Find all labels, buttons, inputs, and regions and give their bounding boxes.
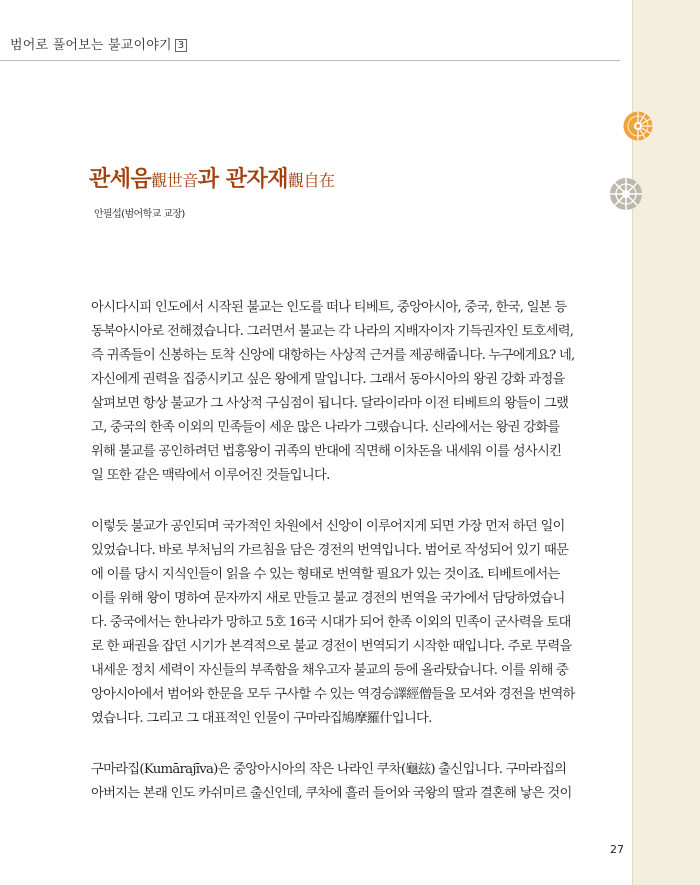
- body-line: 아시다시피 인도에서 시작된 불교는 인도를 떠나 티베트, 중앙아시아, 중국, 한국, 일본 등: [91, 300, 567, 315]
- dharma-wheel-gold-icon: [623, 96, 653, 156]
- article-title: [89, 162, 334, 193]
- header-rule: [0, 60, 620, 61]
- body-line: 동북아시아로 전해졌습니다. 그러면서 불교는 각 나라의 지배자이자 기득권자인 토호세력,: [91, 324, 574, 339]
- article-body: [91, 296, 588, 833]
- paragraph-3: [91, 758, 588, 806]
- series-title: 범어로 풀어보는 불교이야기: [10, 38, 172, 53]
- body-line: 일 또한 같은 맥락에서 이루어진 것들입니다.: [91, 468, 330, 483]
- body-line: 다. 중국에서는 한나라가 망하고 5호 16국 시대가 되어 한족 이외의 민족이 군사력을 토대: [91, 615, 571, 630]
- body-line: 즉 귀족들이 신봉하는 토착 신앙에 대항하는 사상적 근거를 제공해줍니다. 누구에게요? 네,: [91, 348, 575, 363]
- running-header-title: [10, 34, 187, 53]
- body-line: 자신에게 권력을 집중시키고 싶은 왕에게 말입니다. 그래서 동아시아의 왕권 강화 과정을: [91, 372, 565, 387]
- decorative-sidebar: [632, 0, 700, 885]
- page-number: 27: [610, 843, 624, 856]
- author-byline: 안필섭(범어학교 교장): [94, 209, 185, 220]
- title-hanja-1: 觀世音: [151, 171, 198, 190]
- body-line: 있었습니다. 바로 부처님의 가르침을 담은 경전의 번역입니다. 범어로 작성되어 있기 때문: [91, 543, 569, 558]
- title-hanja-2: 觀自在: [287, 171, 335, 190]
- title-korean-1: 관세음: [89, 166, 152, 192]
- title-connector: 과 관자재: [197, 166, 288, 192]
- paragraph-2: [91, 515, 588, 731]
- body-line: 로 한 패권을 잡던 시기가 본격적으로 불교 경전이 번역되기 시작한 때입니다. 주로 무력을: [91, 639, 572, 654]
- body-line: 이를 위해 왕이 명하여 문자까지 새로 만들고 불교 경전의 번역을 국가에서 담당하였습니: [91, 591, 565, 606]
- body-line: 이렇듯 불교가 공인되며 국가적인 차원에서 신앙이 이루어지게 되면 가장 먼저 하던 일이: [91, 519, 565, 534]
- body-line: 에 이를 당시 지식인들이 읽을 수 있는 형태로 번역할 필요가 있는 것이죠. 티베트에서는: [91, 567, 560, 582]
- body-line: 살펴보면 항상 불교가 그 사상적 구심점이 됩니다. 달라이라마 이전 티베트의 왕들이 그랬: [91, 396, 569, 411]
- body-line: 아버지는 본래 인도 카쉬미르 출신인데, 쿠차에 흘러 들어와 국왕의 딸과 결혼해 낳은 것이: [91, 786, 572, 801]
- body-line: 구마라집(Kumārajīva)은 중앙아시아의 작은 나라인 쿠차(龜玆) 출신입니다. 구마라집의: [91, 762, 567, 777]
- dharma-wheel-grey-icon: [609, 177, 643, 211]
- body-line: 위해 불교를 공인하려던 법흥왕이 귀족의 반대에 직면해 이차돈을 내세워 이를 성사시킨: [91, 444, 562, 459]
- body-line: 였습니다. 그리고 그 대표적인 인물이 구마라집鳩摩羅什입니다.: [91, 711, 432, 726]
- paragraph-1: [91, 296, 588, 488]
- body-line: 고, 중국의 한족 이외의 민족들이 세운 많은 나라가 그랬습니다. 신라에서는 왕권 강화를: [91, 420, 560, 435]
- series-number-box: 3: [175, 39, 188, 52]
- body-line: 앙아시아에서 범어와 한문을 모두 구사할 수 있는 역경승譯經僧들을 모셔와 경전을 번역하: [91, 687, 575, 702]
- running-header: [0, 34, 620, 56]
- body-line: 내세운 정치 세력이 자신들의 부족함을 채우고자 불교의 등에 올라탔습니다. 이를 위해 중: [91, 663, 569, 678]
